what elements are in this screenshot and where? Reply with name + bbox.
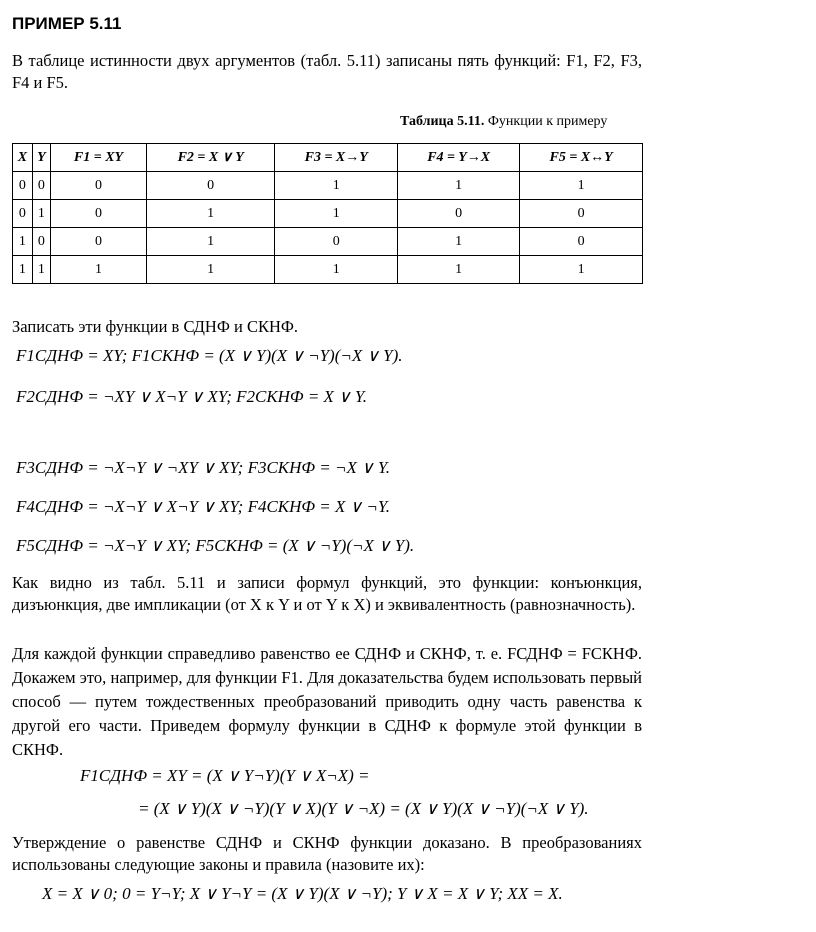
table-cell: 1	[398, 228, 520, 256]
formula-f2: F2СДНФ = ¬XY ∨ X¬Y ∨ XY; F2СКНФ = X ∨ Y.	[16, 387, 368, 406]
table-cell: 1	[32, 256, 50, 284]
formula-f1: F1СДНФ = XY; F1СКНФ = (X ∨ Y)(X ∨ ¬Y)(¬X ∨ Y).	[16, 346, 403, 365]
proof-line-2: = (X ∨ Y)(X ∨ ¬Y)(Y ∨ X)(Y ∨ ¬X) = (X ∨ Y)(X ∨ ¬Y)(¬X ∨ Y).	[138, 799, 589, 818]
truth-table	[12, 143, 643, 284]
header-cell: X	[13, 144, 33, 172]
table-cell: 1	[398, 172, 520, 200]
table-cell: 0	[51, 200, 147, 228]
header-cell: F4 = Y→X	[398, 144, 520, 172]
table-row	[13, 200, 643, 228]
table-cell: 1	[520, 256, 643, 284]
table-cell: 0	[146, 172, 274, 200]
table-cell: 0	[13, 200, 33, 228]
table-cell: 1	[398, 256, 520, 284]
header-cell: F5 = X↔Y	[520, 144, 643, 172]
task-text: Записать эти функции в СДНФ и СКНФ.	[12, 317, 299, 336]
table-cell: 1	[275, 200, 398, 228]
table-cell: 0	[32, 172, 50, 200]
table-cell: 0	[32, 228, 50, 256]
table-cell: 1	[32, 200, 50, 228]
table-header-row	[13, 144, 643, 172]
table-cell: 1	[51, 256, 147, 284]
formula-f5: F5СДНФ = ¬X¬Y ∨ XY; F5СКНФ = (X ∨ ¬Y)(¬X ∨ Y).	[16, 536, 415, 555]
header-cell: F1 = XY	[51, 144, 147, 172]
table-cell: 0	[520, 228, 643, 256]
table-caption-number: Таблица 5.11.	[400, 114, 485, 129]
table-cell: 1	[146, 228, 274, 256]
header-cell: F2 = X ∨ Y	[146, 144, 274, 172]
table-caption-text: Функции к примеру	[484, 114, 608, 129]
table-cell: 0	[398, 200, 520, 228]
table-row	[13, 228, 643, 256]
laws-formula: X = X ∨ 0; 0 = Y¬Y; X ∨ Y¬Y = (X ∨ Y)(X ∨ ¬Y); Y ∨ X = X ∨ Y; XX = X.	[42, 884, 563, 903]
table-cell: 1	[275, 172, 398, 200]
table-row	[13, 256, 643, 284]
header-cell: F3 = X→Y	[275, 144, 398, 172]
example-heading: ПРИМЕР 5.11	[12, 14, 122, 33]
table-cell: 0	[520, 200, 643, 228]
laws-intro-paragraph: Утверждение о равенстве СДНФ и СКНФ функции доказано. В преобразованиях использованы следующие законы и правила (назовите их):	[12, 833, 642, 874]
table-cell: 1	[520, 172, 643, 200]
table-row	[13, 172, 643, 200]
table-cell: 1	[13, 228, 33, 256]
table-cell: 0	[51, 172, 147, 200]
table-caption	[400, 114, 607, 130]
table-cell: 1	[275, 256, 398, 284]
table-cell: 0	[275, 228, 398, 256]
table-cell: 1	[146, 200, 274, 228]
formula-f4: F4СДНФ = ¬X¬Y ∨ X¬Y ∨ XY; F4СКНФ = X ∨ ¬Y.	[16, 497, 390, 516]
proof-line-1: F1СДНФ = XY = (X ∨ Y¬Y)(Y ∨ X¬X) =	[80, 766, 370, 785]
table-cell: 0	[51, 228, 147, 256]
proof-intro-paragraph: Для каждой функции справедливо равенство ее СДНФ и СКНФ, т. е. FСДНФ = FСКНФ. Докажем это, например, для функции F1. Для доказательства будем использовать первый способ — путем тождественных преобразований приводить одну часть равенства к другой его части. Приведем формулу функции в СДНФ к формуле этой функции в СКНФ.	[12, 644, 642, 759]
table-cell: 1	[13, 256, 33, 284]
intro-paragraph: В таблице истинности двух аргументов (табл. 5.11) записаны пять функций: F1, F2, F3, F4 и F5.	[12, 51, 642, 92]
table-cell: 0	[13, 172, 33, 200]
table-cell: 1	[146, 256, 274, 284]
formula-f3: F3СДНФ = ¬X¬Y ∨ ¬XY ∨ XY; F3СКНФ = ¬X ∨ Y.	[16, 458, 390, 477]
header-cell: Y	[32, 144, 50, 172]
conclusion-paragraph: Как видно из табл. 5.11 и записи формул функций, это функции: конъюнкция, дизъюнкция, две импликации (от X к Y и от Y к X) и эквивалентность (равнозначность).	[12, 573, 642, 614]
